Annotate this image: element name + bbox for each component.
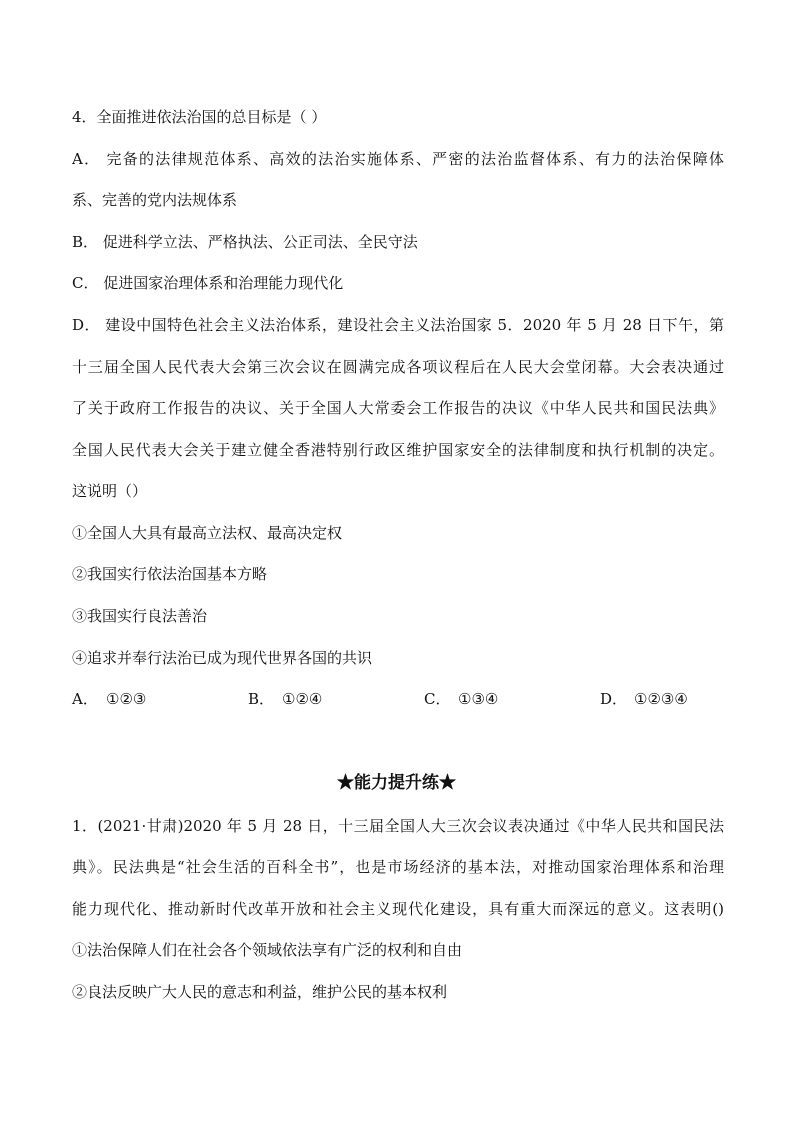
- q4-option-b: B． 促进科学立法、严格执法、公正司法、全民守法: [72, 233, 418, 251]
- q5-stem-line4: 全国人民代表大会关于建立健全香港特别行政区维护国家安全的法律制度和执行机制的决定。: [72, 441, 724, 459]
- p1-stem-line3: 能力现代化、推动新时代改革开放和社会主义现代化建设，具有重大而深远的意义。这表明(): [72, 900, 724, 918]
- p1-statement-1: ①法治保障人们在社会各个领域依法享有广泛的权利和自由: [72, 941, 463, 959]
- q5-statement-2: ②我国实行依法治国基本方略: [72, 565, 268, 583]
- choice-value: ①②③: [106, 690, 147, 708]
- q5-choices: [72, 689, 724, 709]
- q4-option-a-line2: 系、完善的党内法规体系: [72, 191, 238, 209]
- q5-choice-a: [72, 689, 146, 709]
- choice-letter: D．: [600, 690, 628, 708]
- q5-choice-c: [424, 689, 498, 709]
- section-title: ★能力提升练★: [337, 773, 456, 793]
- p1-stem-line1: 1．(2021·甘肃)2020 年 5 月 28 日，十三届全国人大三次会议表决通过《中华人民共和国民法: [72, 817, 724, 835]
- q5-stem-line2: 十三届全国人民代表大会第三次会议在圆满完成各项议程后在人民大会堂闭幕。大会表决通过: [72, 358, 724, 376]
- q5-statement-1: ①全国人大具有最高立法权、最高决定权: [72, 524, 343, 542]
- p1-stem-line2: 典》。民法典是“社会生活的百科全书”，也是市场经济的基本法，对推动国家治理体系和治理: [72, 858, 724, 876]
- choice-letter: C．: [424, 690, 451, 708]
- q5-stem-line3: 了关于政府工作报告的决议、关于全国人大常委会工作报告的决议《中华人民共和国民法典》: [72, 399, 724, 417]
- q4-option-d-line1: D． 建设中国特色社会主义法治体系，建设社会主义法治国家 5．2020 年 5 月 28 日下午，第: [72, 316, 724, 334]
- choice-value: ①③④: [458, 690, 499, 708]
- p1-statement-2: ②良法反映广大人民的意志和利益，维护公民的基本权利: [72, 983, 448, 1001]
- choice-letter: A．: [72, 690, 98, 708]
- q4-option-a-line1: A． 完备的法律规范体系、高效的法治实施体系、严密的法治监督体系、有力的法治保障体: [72, 150, 724, 168]
- q4-option-c: C． 促进国家治理体系和治理能力现代化: [72, 274, 344, 292]
- q5-stem-line5: 这说明（）: [72, 482, 148, 500]
- q5-choice-d: [600, 689, 688, 709]
- q5-statement-3: ③我国实行良法善治: [72, 607, 208, 625]
- choice-letter: B．: [248, 690, 275, 708]
- q5-statement-4: ④追求并奉行法治已成为现代世界各国的共识: [72, 649, 373, 667]
- choice-value: ①②④: [282, 690, 323, 708]
- q4-stem: 4．全面推进依法治国的总目标是（ ）: [72, 108, 327, 126]
- q5-choice-b: [248, 689, 322, 709]
- choice-value: ①②③④: [634, 690, 688, 708]
